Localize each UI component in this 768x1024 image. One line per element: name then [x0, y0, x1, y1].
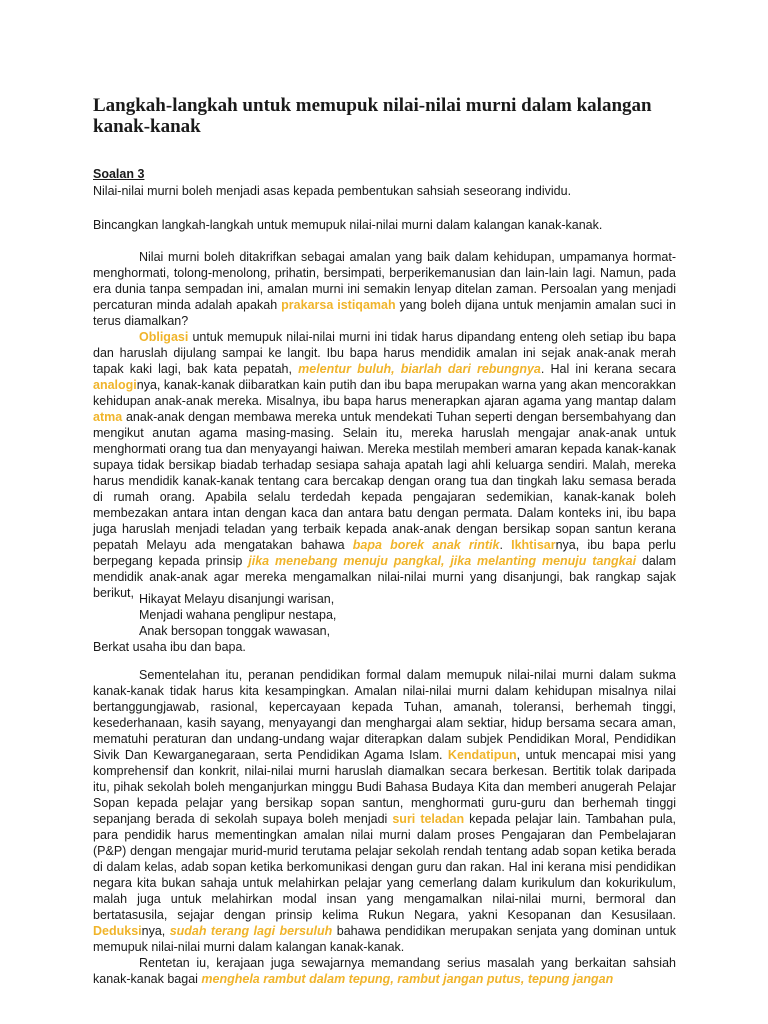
text-run: nya, kanak-kanak diibaratkan kain putih dan ibu bapa merupakan warna yang akan mencorakkan kehidupan anak-anak mereka. Misalnya, ibu bapa harus menerapkan ajaran agama yang mantap dalam — [93, 378, 676, 408]
highlight-term: atma — [93, 410, 123, 424]
question-text: Bincangkan langkah-langkah untuk memupuk nilai-nilai murni dalam kalangan kanak-kanak. — [93, 218, 603, 232]
text-run: Nilai murni boleh ditakrifkan sebagai amalan yang baik dalam kehidupan, umpamanya hormat-menghormati, tolong-menolong, prihatin, bersimpati, berperikemanusian dan lain-lain lagi. Namun, pada era dunia tanpa sempadan ini, amalan murni ini semakin lenyap ditelan zaman. Persoalan yang menjadi percaturan minda adalah apakah — [93, 250, 676, 312]
highlight-term: Ikhtisar — [511, 538, 556, 552]
poem-verse — [93, 591, 676, 655]
text-run: dalam mendidik anak-anak agar mereka mengamalkan nilai-nilai murni yang disanjungi, bak rangkap sajak berikut, — [93, 554, 676, 600]
highlight-proverb: melentur buluh, biarlah dari rebungnya — [298, 362, 541, 376]
question-label: Soalan 3 — [93, 167, 145, 181]
text-run: bahawa pendidikan merupakan senjata yang dominan untuk memupuk nilai-nilai murni dalam kalangan kanak-kanak. — [93, 924, 677, 954]
body-section-2 — [93, 667, 676, 987]
text-run: yang boleh dijana untuk menjamin amalan suci in terus diamalkan? — [93, 298, 677, 328]
text-run: , untuk mencapai misi yang komprehensif dan konkrit, nilai-nilai murni haruslah diamalkan secara berkesan. Bertitik tolak daripada itu, pihak sekolah boleh menganjurkan minggu Budi Bahasa Budaya Kita dan memberi anugerah Pelajar Sopan kepada pelajar yang bersikap sopan santun, menghormati guru-guru dan berhemah tinggi sepanjang berada di sekolah supaya boleh menjadi — [93, 748, 676, 826]
highlight-term: Obligasi — [139, 330, 189, 344]
highlight-proverb: menghela rambut dalam tepung, rambut jangan putus, tepung jangan — [201, 972, 614, 986]
poem-line: Hikayat Melayu disanjungi warisan, — [139, 592, 335, 606]
text-run: . — [499, 538, 512, 552]
intro-sentence: Nilai-nilai murni boleh menjadi asas kepada pembentukan sahsiah seseorang individu. — [93, 184, 572, 198]
poem-line: Anak bersopan tonggak wawasan, — [139, 624, 331, 638]
highlight-term: suri teladan — [392, 812, 465, 826]
poem-line: Menjadi wahana penglipur nestapa, — [139, 608, 337, 622]
highlight-term: prakarsa istiqamah — [281, 298, 396, 312]
text-run: nya, ibu bapa perlu berpegang kepada prinsip — [93, 538, 676, 568]
text-run: nya, — [141, 924, 170, 938]
text-run: . Hal ini kerana secara — [540, 362, 676, 376]
highlight-term: analogi — [93, 378, 137, 392]
paragraph-4 — [93, 955, 676, 987]
highlight-proverb: sudah terang lagi bersuluh — [169, 924, 333, 938]
highlight-term: Deduksi — [93, 924, 142, 938]
page-title: Langkah-langkah untuk memupuk nilai-nilai murni dalam kalangan kanak-kanak — [93, 95, 652, 137]
text-run: Rentetan iu, kerajaan juga sewajarnya memandang serius masalah yang berkaitan sahsiah kanak-kanak bagai — [93, 956, 676, 986]
text-run: anak-anak dengan membawa mereka untuk mendekati Tuhan seperti dengan bersembahyang dan mengikut anutan agama masing-masing. Selain itu, mereka haruslah mengajar anak-anak untuk menghormati orang tua dan menyayangi haiwan. Mereka mestilah memberi amaran kepada kanak-kanak supaya tidak bersikap biadab terhadap sesiapa sahaja apatah lagi ahli keluarga sendiri. Malah, mereka harus mendidik kanak-kanak tentang cara bercakap dengan orang tua dan tingkah laku semasa berada di rumah orang. Apabila selalu terdedah kepada pengajaran sedemikian, kanak-kanak boleh membezakan antara intan dengan kaca dan antara batu dengan permata. Dalam konteks ini, ibu bapa juga haruslah menjadi teladan yang terbaik kepada anak-anak dengan bersikap sopan santun kerana pepatah Melayu ada mengatakan bahawa — [93, 410, 676, 552]
text-run: untuk memupuk nilai-nilai murni ini tidak harus dipandang enteng oleh setiap ibu bapa dan haruslah dijulang sampai ke langit. Ibu bapa harus mendidik amalan ini sejak anak-anak merah tapak kaki lagi, bak kata pepatah, — [93, 330, 676, 376]
body-section-1 — [93, 249, 676, 601]
paragraph-3 — [93, 667, 676, 955]
text-run: Sementelahan itu, peranan pendidikan formal dalam memupuk nilai-nilai murni dalam sukma kanak-kanak tidak harus kita kesampingkan. Amalan nilai-nilai murni dalam kehidupan misalnya nilai bertanggungjawab, rasional, kepercayaan kepada Tuhan, amanah, toleransi, berhemah tinggi, kesederhanaan, kasih sayang, menyayangi dan menghargai alam sektiar, hidup bersama secara aman, mematuhi peraturan dan undang-undang wajar diterapkan dalam subjek Pendidikan Moral, Pendidikan Sivik Dan Kewarganegaraan, serta Pendidikan Agama Islam. — [93, 668, 676, 762]
highlight-proverb: jika menebang menuju pangkal, jika melanting menuju tangkai — [248, 554, 637, 568]
paragraph-2 — [93, 329, 676, 601]
highlight-term: Kendatipun — [447, 748, 517, 762]
poem-line: Berkat usaha ibu dan bapa. — [93, 640, 246, 654]
text-run: kepada pelajar lain. Tambahan pula, para pendidik harus mementingkan amalan nilai murni dalam proses Pengajaran dan Pembelajaran (P&P) dengan mengajar murid-murid terutama pelajar sekolah rendah tentang adab sopan ketika berada di dalam kelas, adab sopan ketika berkomunikasi dengan guru dan rakan. Hal ini kerana misi pendidikan negara kita bukan sahaja untuk melahirkan pelajar yang cemerlang dalam kurikulum dan kokurikulum, malah juga untuk melahirkan modal insan yang mengamalkan nilai-nilai murni, bermoral dan bertatasusila, sejajar dengan prinsip kelima Rukun Negara, yakni Kesopanan dan Kesusilaan. — [93, 812, 676, 922]
highlight-proverb: bapa borek anak rintik — [352, 538, 500, 552]
paragraph-1 — [93, 249, 676, 329]
